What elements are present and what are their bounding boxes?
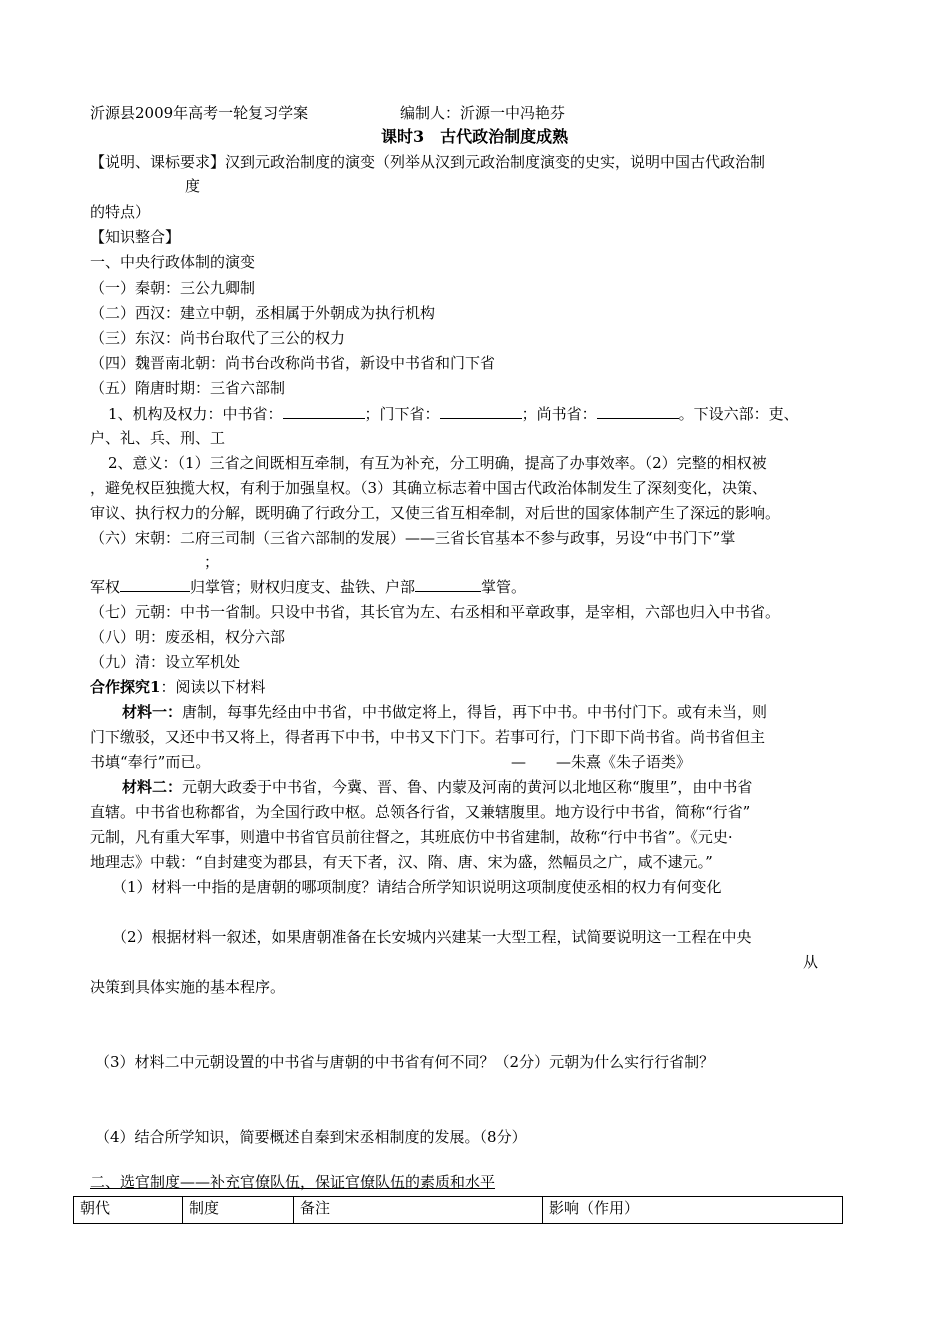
- header-left: 沂源县2009年高考一轮复习学案: [90, 104, 309, 122]
- table-header-notes: 备注: [294, 1197, 543, 1224]
- material2-line-1: [122, 778, 752, 796]
- q1-text-c: ；尚书省：: [521, 405, 597, 423]
- part1-item-suitang: （五）隋唐时期：三省六部制: [90, 379, 286, 397]
- q1-text-b: ；门下省：: [364, 405, 440, 423]
- header-editor: 编制人：沂源一中冯艳芬: [400, 104, 566, 122]
- significance-line-3: 审议、执行权力的分解，既明确了行政分工，又使三省互相牵制，对后世的国家体制产生了深远的影响。: [90, 504, 781, 522]
- song-line-2: [90, 577, 526, 596]
- part2-heading: 二、选官制度——补充官僚队伍，保证官僚队伍的素质和水平: [90, 1173, 496, 1191]
- material2-line-3: 元制，凡有重大军事，则遣中书省官员前往督之，其班底仿中书省建制，故称“行中书省”。《元史·: [90, 828, 733, 846]
- explore-heading: [90, 678, 265, 696]
- question-2-line-1: （2）根据材料一叙述，如果唐朝准备在长安城内兴建某一大型工程，试简要说明这一工程在中央: [112, 928, 752, 946]
- material1-label: 材料一：: [122, 703, 183, 721]
- blank-finance[interactable]: [415, 577, 481, 592]
- explore-heading-rest: ：阅读以下材料: [160, 678, 266, 696]
- part1-item-weijin: （四）魏晋南北朝：尚书台改称尚书省，新设中书省和门下省: [90, 354, 496, 372]
- selection-system-table: [73, 1196, 843, 1224]
- blank-military[interactable]: [120, 577, 190, 592]
- blank-zhongshu[interactable]: [283, 404, 365, 419]
- table-header-dynasty: 朝代: [74, 1197, 183, 1224]
- material1-line-3: 书填“奉行”而已。: [90, 753, 211, 771]
- material2-text-1: 元朝大政委于中书省，今冀、晋、鲁、内蒙及河南的黄河以北地区称“腹里”，由中书省: [182, 778, 753, 796]
- question-2-line-2: 决策到具体实施的基本程序。: [90, 978, 286, 996]
- ming-line: （八）明：废丞相，权分六部: [90, 628, 286, 646]
- material1-line-2: 门下缴驳，又还中书又将上，得者再下中书，中书又下门下。若事可行，门下即下尚书省。尚书省但主: [90, 728, 766, 746]
- table-header-system: 制度: [183, 1197, 294, 1224]
- song-text-c: 掌管。: [481, 578, 527, 596]
- q1-text-a: 1、机构及权力：中书省：: [108, 405, 283, 423]
- table-header-impact: 影响（作用）: [543, 1197, 843, 1224]
- song-line-1: （六）宋朝：二府三司制（三省六部制的发展）——三省长官基本不参与政事，另设“中书门下”掌: [90, 529, 736, 547]
- intro-line-1b: 度: [185, 177, 201, 195]
- material1-text-1: 唐制，每事先经由中书省，中书做定将上，得旨，再下中书。中书付门下。或有未当，则: [182, 703, 768, 721]
- blank-shangshu[interactable]: [597, 404, 679, 419]
- question-2-from: 从: [803, 953, 819, 971]
- intro-line-1: 【说明、课标要求】汉到元政治制度的演变（列举从汉到元政治制度演变的史实，说明中国古代政治制: [90, 153, 766, 171]
- part1-item-qin: （一）秦朝：三公九卿制: [90, 279, 256, 297]
- song-text-a: 军权: [90, 578, 121, 596]
- question-3: （3）材料二中元朝设置的中书省与唐朝的中书省有何不同？（2分）元朝为什么实行行省制？: [95, 1053, 715, 1071]
- question-4: （4）结合所学知识，简要概述自秦到宋丞相制度的发展。（8分）: [95, 1128, 527, 1146]
- intro-line-2: 的特点）: [90, 203, 151, 221]
- table-header-row: [74, 1197, 843, 1224]
- part1-heading: 一、中央行政体制的演变: [90, 253, 256, 271]
- six-ministries-line: 户、礼、兵、刑、工: [90, 429, 226, 447]
- significance-line-1: 2、意义：（1）三省之间既相互牵制，有互为补充，分工明确，提高了办事效率。（2）完整的相权被: [108, 454, 767, 472]
- material2-line-4: 地理志》中载：“自封建变为郡县，有天下者，汉、隋、唐、宋为盛，然幅员之广，咸不逮元。”: [90, 853, 713, 871]
- q1-text-d: 。下设六部：吏、: [678, 405, 799, 423]
- material2-line-2: 直辖。中书省也称都省，为全国行政中枢。总领各行省，又兼辖腹里。地方设行中书省，简称“行省”: [90, 803, 751, 821]
- significance-line-2: ，避免权臣独揽大权，有利于加强皇权。（3）其确立标志着中国古代政治体制发生了深刻变化，决策、: [90, 479, 768, 497]
- part1-item-donghan: （三）东汉：尚书台取代了三公的权力: [90, 329, 346, 347]
- material1-line-1: [122, 703, 767, 721]
- page-title: 课时3 古代政治制度成熟: [381, 127, 569, 146]
- song-semicolon: ；: [204, 553, 220, 571]
- qing-line: （九）清：设立军机处: [90, 653, 241, 671]
- material2-label: 材料二：: [122, 778, 183, 796]
- section-knowledge: 【知识整合】: [90, 228, 181, 246]
- yuan-line: （七）元朝：中书一省制。只设中书省，其长官为左、右丞相和平章政事，是宰相，六部也归入中书省。: [90, 603, 781, 621]
- blank-menxia[interactable]: [440, 404, 522, 419]
- question-institutions: [108, 404, 799, 423]
- question-1: （1）材料一中指的是唐朝的哪项制度？请结合所学知识说明这项制度使丞相的权力有何变化: [112, 878, 722, 896]
- part1-item-xihan: （二）西汉：建立中朝，丞相属于外朝成为执行机构: [90, 304, 436, 322]
- explore-heading-bold: 合作探究1: [90, 678, 161, 696]
- song-text-b: 归掌管；财权归度支、盐铁、户部: [190, 578, 416, 596]
- material1-source: — —朱熹《朱子语类》: [511, 753, 692, 771]
